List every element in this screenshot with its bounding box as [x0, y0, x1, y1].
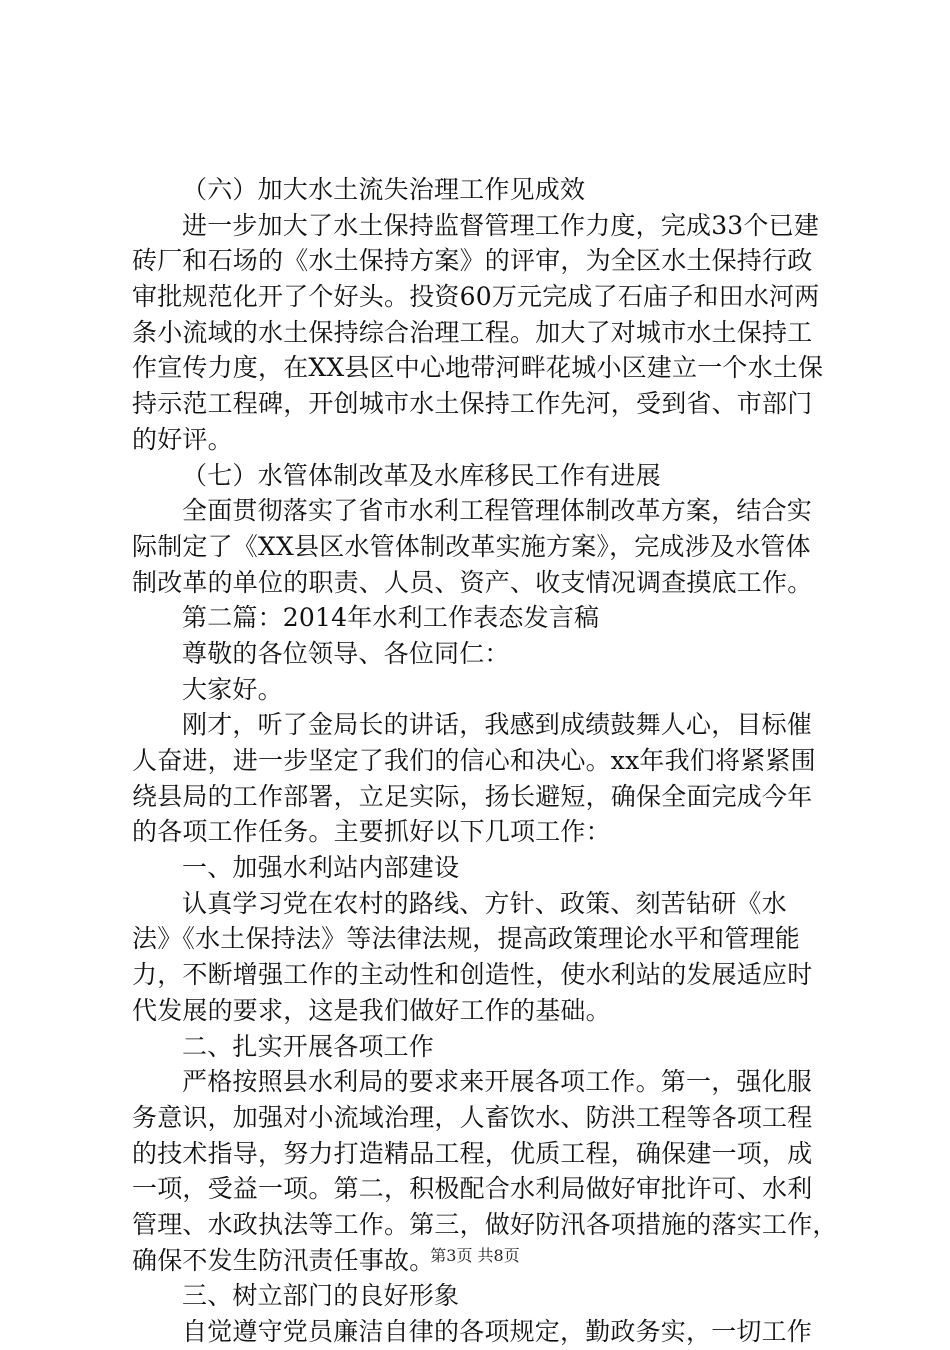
- text-line: 力，不断增强工作的主动性和创造性，使水利站的发展适应时: [132, 960, 813, 990]
- text-line: 审批规范化开了个好头。投资60万元完成了石庙子和田水河两: [132, 282, 820, 312]
- text-line: 自觉遵守党员廉洁自律的各项规定，勤政务实，一切工作: [182, 1317, 813, 1346]
- text-line: 二、扎实开展各项工作: [182, 1031, 435, 1061]
- text-line: 际制定了《XX县区水管体制改革实施方案》，完成涉及水管体: [132, 531, 811, 561]
- text-line: 绕县局的工作部署，立足实际，扬长避短，确保全面完成今年: [132, 781, 813, 811]
- text-line: 法》《水土保持法》等法律法规，提高政策理论水平和管理能: [132, 924, 800, 954]
- text-line: 第二篇：2014年水利工作表态发言稿: [182, 603, 600, 633]
- text-line: 的各项工作任务。主要抓好以下几项工作：: [132, 817, 611, 847]
- text-line: 确保不发生防汛责任事故。: [132, 1245, 435, 1275]
- text-line: 三、树立部门的良好形象: [182, 1281, 460, 1311]
- text-line: 认真学习党在农村的路线、方针、政策、刻苦钻研《水: [182, 888, 787, 918]
- text-line: 大家好。: [182, 674, 283, 704]
- text-line: 作宣传力度，在XX县区中心地带河畔花城小区建立一个水土保: [132, 353, 824, 383]
- text-line: 制改革的单位的职责、人员、资产、收支情况调查摸底工作。: [132, 567, 813, 597]
- text-line: （七）水管体制改革及水库移民工作有进展: [182, 460, 661, 490]
- text-line: 条小流域的水土保持综合治理工程。加大了对城市水土保持工: [132, 317, 813, 347]
- text-line: 尊敬的各位领导、各位同仁：: [182, 638, 510, 668]
- text-line: 务意识，加强对小流域治理，人畜饮水、防洪工程等各项工程: [132, 1102, 813, 1132]
- document-body: [132, 172, 838, 1350]
- text-line: 刚才，听了金局长的讲话，我感到成绩鼓舞人心，目标催: [182, 710, 813, 740]
- text-line: 人奋进，进一步坚定了我们的信心和决心。xx年我们将紧紧围: [132, 746, 816, 775]
- text-line: 的好评。: [132, 424, 233, 454]
- text-line: 管理、水政执法等工作。第三，做好防汛各项措施的落实工作，: [132, 1209, 838, 1239]
- text-line: 一项，受益一项。第二，积极配合水利局做好审批许可、水利: [132, 1174, 813, 1204]
- text-line: （六）加大水土流失治理工作见成效: [182, 175, 586, 204]
- text-line: 一、加强水利站内部建设: [182, 853, 460, 883]
- text-line: 代发展的要求，这是我们做好工作的基础。: [132, 995, 611, 1025]
- text-line: 严格按照县水利局的要求来开展各项工作。第一，强化服: [182, 1067, 813, 1097]
- page-footer: 第3页 共8页: [430, 1246, 520, 1265]
- text-line: 持示范工程碑，开创城市水土保持工作先河，受到省、市部门: [132, 389, 813, 419]
- text-line: 砖厂和石场的《水土保持方案》的评审，为全区水土保持行政: [132, 246, 813, 276]
- text-line: 进一步加大了水土保持监督管理工作力度，完成33个已建: [182, 210, 820, 240]
- text-line: 全面贯彻落实了省市水利工程管理体制改革方案，结合实: [182, 496, 813, 526]
- text-line: 的技术指导，努力打造精品工程，优质工程，确保建一项，成: [132, 1138, 813, 1168]
